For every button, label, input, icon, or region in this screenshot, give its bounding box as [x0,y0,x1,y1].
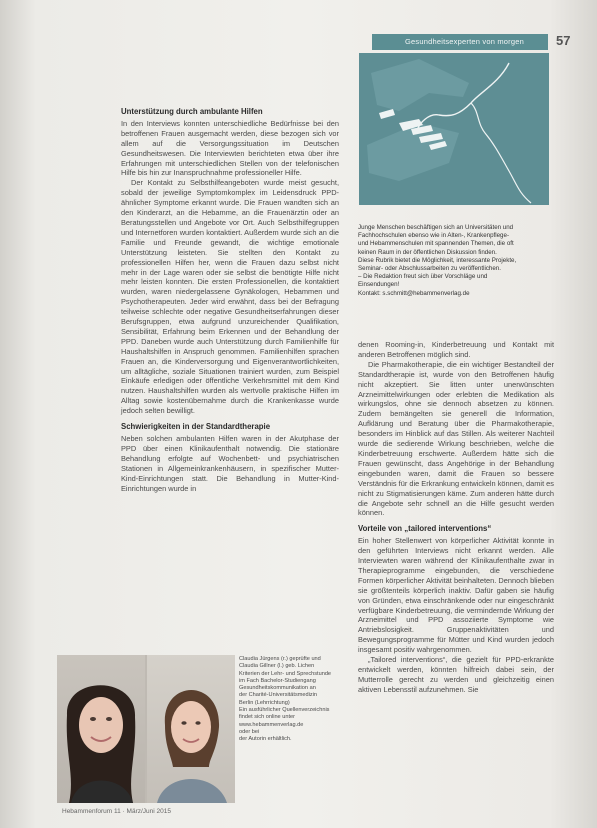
body-paragraph: „Tailored interventions“, die gezielt für PPD-erkrankte entwickelt werden, könnten hilfreich dabei sein, der Mutterrolle gerecht zu werden und gleichzeitig einen aktiven Lebensstil aufzunehmen. Sie [358,655,554,694]
portrait-illustration [57,655,145,803]
caption-line: Fachhochschulen ebenso wie in Alten-, Krankenpflege- [358,232,510,240]
caption-line: Ein ausführlicher Quellenverzeichnis [239,707,330,714]
photo-caption [239,656,339,744]
section-heading: Unterstützung durch ambulante Hilfen [121,107,263,116]
caption-line: Claudia Jürgens (r.) geprüfte und [239,656,321,662]
caption-line: Claudia Gillner (l.) geb. Lichen [239,663,315,670]
caption-line: – Die Redaktion freut sich über Vorschläge und [358,273,488,281]
map-caption [358,224,552,298]
section-heading: Schwierigkeiten in der Standardtherapie [121,422,271,432]
caption-link: www.hebammenverlag.de [239,721,304,728]
author-photo-left [57,655,145,803]
caption-line: Kriterien der Lehr- und Sprechstunde [239,670,332,677]
author-photo-right [147,655,235,803]
caption-line: Diese Rubrik bietet die Möglichkeit, interessante Projekte, [358,256,517,264]
body-paragraph: Die Pharmakotherapie, die ein wichtiger Bestandteil der Standardtherapie ist, wurde von den Betroffenen häufig nicht akzeptiert. Sie litten unter unerwünschten Arzneimittelwirkungen oder erlebten die Medikation als wirkungslos, ohne sie dennoch absetzen zu können. Zudem bemängelten sie generell die Information, Aufklärung und Beratung über die Pharmakotherapie, besonders im Hinblick auf das Stillen. Als weiterer Nachteil wurde die sedierende Wirkung beschrieben, welche die Kinderbetreuung erschwerte. Außerdem hätte sich die Frauen gewünscht, dass Angehörige in der Behandlung eingebunden waren, damit die Frauen so bessere Verständnis für die Erkrankung entwickeln können, damit es nicht zu Stigmatisierungen käme. Zum anderen hätte durch die Angebote sehr schnell an die Hilfe gesucht werden können. [358,359,554,518]
caption-line: keinen Raum in der öffentlichen Diskussion finden. [358,248,497,256]
caption-line: Gesundheitskommunikation an [239,685,316,692]
caption-contact-line: Kontakt: s.schmitt@hebammenverlag.de [358,289,470,297]
body-paragraph: denen Rooming-in, Kinderbetreuung und Kontakt mit anderen Betroffenen möglich sind. [358,340,554,359]
caption-line: der Charité-Universitätsmedizin [239,692,318,699]
body-paragraph: In den Interviews konnten unterschiedliche Bedürfnisse bei den betroffenen Frauen ausgemacht werden, diese bezogen sich vor allem auf die Versorgungssituation im Deutschen Gesundheitswesen. Die Interviewten berichteten etwa über ihre Erfahrungen mit unterschiedlichen Stellen von der telefonischen Hilfe bis hin zur Inanspruchnahme professioneller Hilfe. [121,118,339,178]
portrait-illustration [147,655,235,803]
river-map-illustration [359,53,549,205]
section-header-text: Gesundheitsexperten von morgen [405,37,524,46]
caption-line: oder bei [239,728,260,735]
right-text-column [358,340,554,695]
river-map-svg [359,53,549,205]
section-heading: Vorteile von „tailored interventions“ [358,524,492,534]
caption-line: findet sich online unter [239,714,295,721]
page-footer: Hebammenforum 11 · März/Juni 2015 [62,808,171,815]
caption-line: Seminar- oder Abschlussarbeiten zu veröffentlichen. [358,265,501,273]
body-paragraph: Der Kontakt zu Selbsthilfeangeboten wurde meist gesucht, sobald der jeweilige Symptomkomplex im Leidensdruck PPD-ähnlicher Symptome erkannt wurde. Die Frauen wandten sich an den Kinderarzt, an die Hebamme, an die Frauenärztin oder an Beratungsstellen und Angebote vor Ort. Auch Selbsthilfegruppen und Internetforen wurden kontaktiert. Außerdem wurde sich an die Familie und Freunde gewandt, die wichtige emotionale Unterstützung leisteten. Sie stellten den Kontakt zu professionellen Hilfen her, wenn die Frauen dazu selbst nicht mehr in der Lage waren oder sie selbst die benötigte Hilfe nicht mehr leisten konnten. Die ersten Professionellen, die kontaktiert wurden, waren niedergelassene Gynäkologen, Hebammen und Psychotherapeuten. Jeder wird erwähnt, dass bei der Befragung teilweise schlechte oder negative Gesundheitserfahrungen dieser Berufsgruppen, etwa aufgrund unzureichender Qualifikation, Sensibilität, Erfahrung beim Erkennen und der Behandlung der PPD. Daneben wurde auch Unterstützung durch Familienhilfe für Haushaltshilfen in Anspruch genommen. Familienhilfen sprachen Frauen an, die Kinderversorgung und Eigenverantwortlichkeiten, um alltägliche, soziale Situationen trainiert wurden, zum Beispiel Einkäufe erledigen oder öffentliche Verkehrsmittel mit dem Kind nutzen. Haushaltshilfen wurden als wertvolle praktische Hilfen im Alltag sowie kostenübernahme durch die Krankenkasse wurde jedoch selten bewilligt. [121,178,339,416]
body-paragraph: Neben solchen ambulanten Hilfen waren in der Akutphase der PPD über einen Klinikaufenthalt notwendig. Die stationäre Behandlung erfolgte auf Wochenbett- und psychiatrischen Stationen in Allgemeinkrankenhäusern, in spezifischer Mutter-Kind-Einrichtungen statt. Die Behandlung in Mutter-Kind-Einrichtungen wurde in [121,434,339,493]
caption-line: Junge Menschen beschäftigen sich an Universitäten und [358,224,514,231]
author-photos [57,655,235,803]
left-text-column [121,107,339,493]
caption-line: im Fach Bachelor-Studiengang [239,677,316,684]
body-paragraph: Ein hoher Stellenwert von körperlicher Aktivität konnte in den geführten Interviews nicht erkannt werden. Alle Interviewten waren während der Klinikaufenthalte zwar in Therapieprogramme eingebunden, die verschiedene Formen körperlicher Aktivität beinhalteten. Dennoch blieben sie größtenteils körperlich inaktiv. Dafür gaben sie häufig von Gründen, etwa einschränkende oder nur eingeschränkt verfügbare Kinderbetreuung, die vermindernde Wirkung der Arzneimittel und PPD assoziierte Symptome wie Antriebslosigkeit. Gruppenaktivitäten und Bewegungsprogramme für Mütter und Kind wurden jedoch insgesamt positiv wahrgenommen. [358,536,554,655]
caption-line: Berlin (Lehrrichtung) [239,699,290,706]
caption-line: der Autorin erhältlich. [239,736,292,743]
caption-line: und Hebammenschulen mit spannenden Themen, die oft [358,240,514,248]
page-number: 57 [556,33,571,48]
caption-line: Einsendungen! [358,281,400,289]
